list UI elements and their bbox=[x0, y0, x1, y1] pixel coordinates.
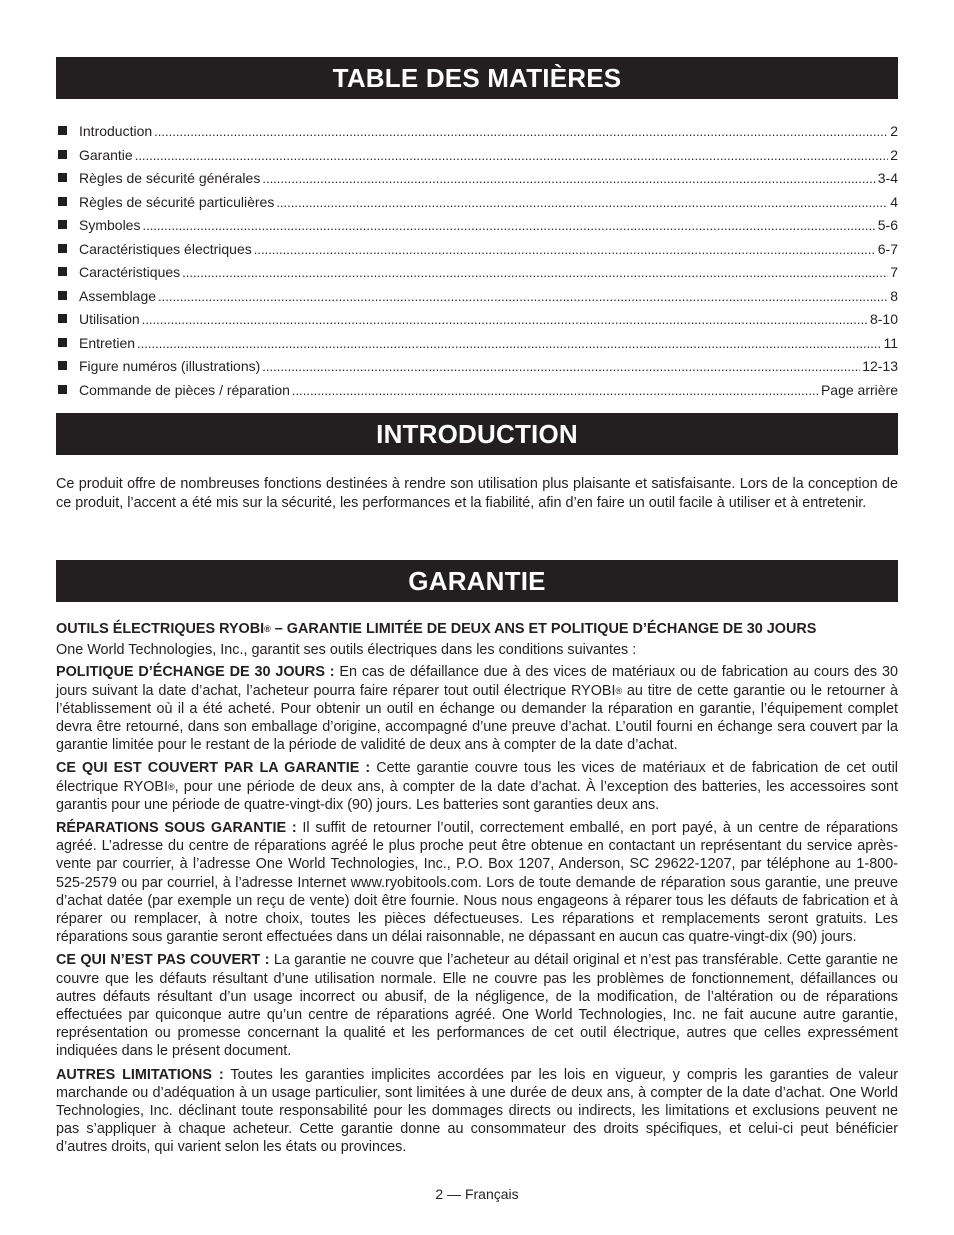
toc-leader-dots bbox=[142, 218, 875, 233]
coverage-text-1: Cette garantie couvre tous les vices de matériaux et de fabrication de cet outil électrique RYOBI bbox=[56, 760, 898, 795]
not-covered-label: CE QUI N’EST PAS COUVERT : bbox=[56, 952, 270, 969]
warranty-heading bbox=[56, 620, 898, 638]
toc-item-page: 3-4 bbox=[877, 170, 898, 186]
toc-item-page: 5-6 bbox=[877, 217, 898, 233]
toc-title: TABLE DES MATIÈRES bbox=[56, 57, 898, 99]
introduction-text: Ce produit offre de nombreuses fonctions destinées à rendre son utilisation plus plaisante et satisfaisante. Lors de la conception de ce produit, l’accent a été mis sur la sécurité, les performances et la fiabilité, afin d’en faire un outil facile à utiliser et à entretenir. bbox=[56, 476, 898, 512]
toc-leader-dots bbox=[292, 383, 819, 398]
toc-item-label: Utilisation bbox=[79, 311, 140, 327]
warranty-title: GARANTIE bbox=[56, 560, 898, 602]
limitations-label: AUTRES LIMITATIONS : bbox=[56, 1066, 224, 1083]
exchange-policy-text-1: En cas de défaillance due à des vices de matériaux ou de fabrication au cours des 30 jours suivant la date d’achat, l’acheteur pourra faire réparer tout outil électrique RYOBI bbox=[56, 664, 898, 699]
toc-item-page: 2 bbox=[890, 146, 898, 163]
toc-item[interactable] bbox=[56, 123, 898, 147]
toc-leader-dots bbox=[137, 336, 881, 351]
coverage-label: CE QUI EST COUVERT PAR LA GARANTIE : bbox=[56, 760, 371, 777]
coverage-text-2: , pour une période de deux ans, à compter de la date d’achat. À l’exception des batteries, les accessoires sont garantis pour une période de quatre-vingt-dix (90) jours. Les batteries sont garanties deux ans. bbox=[56, 778, 898, 813]
toc-item-label: Règles de sécurité particulières bbox=[79, 193, 275, 210]
limitations-text: Toutes les garanties implicites accordées par les lois en vigueur, y compris les garanties de valeur marchande ou d’adéquation à un usage particulier, sont limitées à une durée de deux ans, à compter de la date d’achat. One World Technologies, Inc. déclinant toute responsabilité pour les dommages directs ou indirects, les limitations et exclusions peuvent ne pas s’appliquer à chaque acheteur. Cette garantie donne au consommateur des droits spécifiques, et celui-ci peut bénéficier d’autres droits, qui varient selon les états ou provinces. bbox=[56, 1066, 898, 1156]
registered-mark: ® bbox=[168, 781, 175, 792]
toc-leader-dots bbox=[254, 242, 876, 257]
square-bullet-icon bbox=[58, 126, 67, 135]
toc-leader-dots bbox=[158, 289, 888, 304]
toc-item[interactable] bbox=[56, 217, 898, 241]
toc-item[interactable] bbox=[56, 147, 898, 171]
toc-leader-dots bbox=[142, 312, 868, 327]
toc-leader-dots bbox=[276, 195, 888, 210]
toc-item-label: Assemblage bbox=[79, 287, 157, 304]
toc-item[interactable] bbox=[56, 264, 898, 288]
toc-item-label: Symboles bbox=[79, 217, 141, 233]
square-bullet-icon bbox=[58, 338, 67, 347]
toc-item-label: Garantie bbox=[79, 146, 133, 163]
introduction-title: INTRODUCTION bbox=[56, 413, 898, 455]
square-bullet-icon bbox=[58, 314, 67, 323]
toc-item-page: 7 bbox=[890, 264, 898, 280]
toc-item-page: 4 bbox=[890, 193, 898, 210]
square-bullet-icon bbox=[58, 385, 67, 394]
toc-item[interactable] bbox=[56, 288, 898, 312]
toc-leader-dots bbox=[182, 265, 888, 280]
toc-item-page: 8-10 bbox=[869, 311, 898, 327]
toc-item-page: 6-7 bbox=[877, 240, 898, 257]
repairs-label: RÉPARATIONS SOUS GARANTIE : bbox=[56, 820, 297, 837]
exchange-policy-text-2: au titre de cette garantie ou le retourner à l’établissement où il a été acheté. Pour obtenir un outil en échange ou demander la réparation en garantie, l’équipement complet devra être retourné, dans son emballage d’origine, accompagné d’une preuve d’achat. L’outil fourni en échange sera couvert par la garantie limitée pour le restant de la période de validité de deux ans à compter de la date d’achat. bbox=[56, 682, 898, 754]
toc-item[interactable] bbox=[56, 335, 898, 359]
not-covered-text: La garantie ne couvre que l’acheteur au détail original et n’est pas transférable. Cette garantie ne couvre que les défauts résultant d’une utilisation normale. Elle ne couvre pas les problèmes de fonctionnement, défaillances ou autres défauts résultant d’un usage incorrect ou abusif, de la négligence, de la modification, de l’altération ou de réparations effectuées par quiconque autre qu’un centre de réparations agréé. One World Technologies, Inc. ne fait aucune autre garantie, représentation ou promesse concernant la qualité et les performances de cet outil électrique, autres que celles expressément indiquées dans le présent document. bbox=[56, 952, 898, 1060]
toc-item[interactable] bbox=[56, 311, 898, 335]
square-bullet-icon bbox=[58, 173, 67, 182]
toc-item-label: Caractéristiques électriques bbox=[79, 240, 252, 257]
square-bullet-icon bbox=[58, 291, 67, 300]
not-covered-paragraph bbox=[56, 951, 898, 1060]
exchange-policy-label: POLITIQUE D’ÉCHANGE DE 30 JOURS : bbox=[56, 664, 335, 681]
registered-mark: ® bbox=[615, 685, 623, 696]
limitations-paragraph bbox=[56, 1066, 898, 1157]
toc-item-label: Entretien bbox=[79, 334, 136, 351]
toc-item-label: Caractéristiques bbox=[79, 264, 181, 280]
toc-leader-dots bbox=[262, 171, 875, 186]
toc-item[interactable] bbox=[56, 194, 898, 218]
repairs-paragraph bbox=[56, 819, 898, 946]
warranty-body bbox=[56, 620, 898, 1162]
square-bullet-icon bbox=[58, 244, 67, 253]
toc-leader-dots bbox=[135, 148, 889, 163]
page-footer: 2 — Français bbox=[435, 1186, 519, 1202]
exchange-policy-paragraph bbox=[56, 663, 898, 754]
registered-mark: ® bbox=[264, 624, 271, 634]
square-bullet-icon bbox=[58, 361, 67, 370]
warranty-heading-part2: – GARANTIE LIMITÉE DE DEUX ANS ET POLITIQUE D’ÉCHANGE DE 30 JOURS bbox=[270, 621, 817, 637]
square-bullet-icon bbox=[58, 267, 67, 276]
toc-item-page: 12-13 bbox=[862, 358, 898, 374]
square-bullet-icon bbox=[58, 150, 67, 159]
toc-item[interactable] bbox=[56, 382, 898, 406]
toc-item-page: 2 bbox=[890, 123, 898, 139]
toc-item-page: 11 bbox=[883, 334, 898, 351]
warranty-heading-part1: OUTILS ÉLECTRIQUES RYOBI bbox=[56, 621, 265, 637]
toc-item-label: Figure numéros (illustrations) bbox=[79, 358, 261, 374]
toc-leader-dots bbox=[262, 359, 860, 374]
square-bullet-icon bbox=[58, 197, 67, 206]
toc-item-page: Page arrière bbox=[820, 381, 898, 398]
coverage-paragraph bbox=[56, 759, 898, 814]
toc-item[interactable] bbox=[56, 358, 898, 382]
toc-item-label: Commande de pièces / réparation bbox=[79, 381, 290, 398]
toc-list bbox=[56, 123, 898, 405]
toc-leader-dots bbox=[154, 124, 888, 139]
toc-item[interactable] bbox=[56, 170, 898, 194]
toc-item[interactable] bbox=[56, 241, 898, 265]
toc-item-page: 8 bbox=[890, 287, 898, 304]
toc-item-label: Introduction bbox=[79, 123, 153, 139]
warranty-intro-line: One World Technologies, Inc., garantit ses outils électriques dans les conditions suivantes : bbox=[56, 642, 637, 659]
repairs-text: Il suffit de retourner l’outil, correctement emballé, en port payé, à un centre de réparations agréé. L’adresse du centre de réparations agréé le plus proche peut être obtenue en contactant un représentant du service après-vente par courrier, à l’adresse One World Technologies, Inc., P.O. Box 1207, Anderson, SC 29622-1207, par téléphone au 1-800-525-2579 ou par courriel, à l’adresse Internet www.ryobitools.com. Lors de toute demande de réparation sous garantie, une preuve d’achat datée (par exemple un reçu de vente) doit être fournie. Nous nous engageons à réparer tous les défauts de fabrication et à réparer ou remplacer, à notre choix, toutes les pièces défectueuses. Les réparations et remplacements seront gratuits. Les réparations sous garantie seront effectuées dans un délai raisonnable, ne dépassant en aucun cas quatre-vingt-dix (90) jours. bbox=[56, 820, 898, 946]
square-bullet-icon bbox=[58, 220, 67, 229]
toc-item-label: Règles de sécurité générales bbox=[79, 170, 261, 186]
